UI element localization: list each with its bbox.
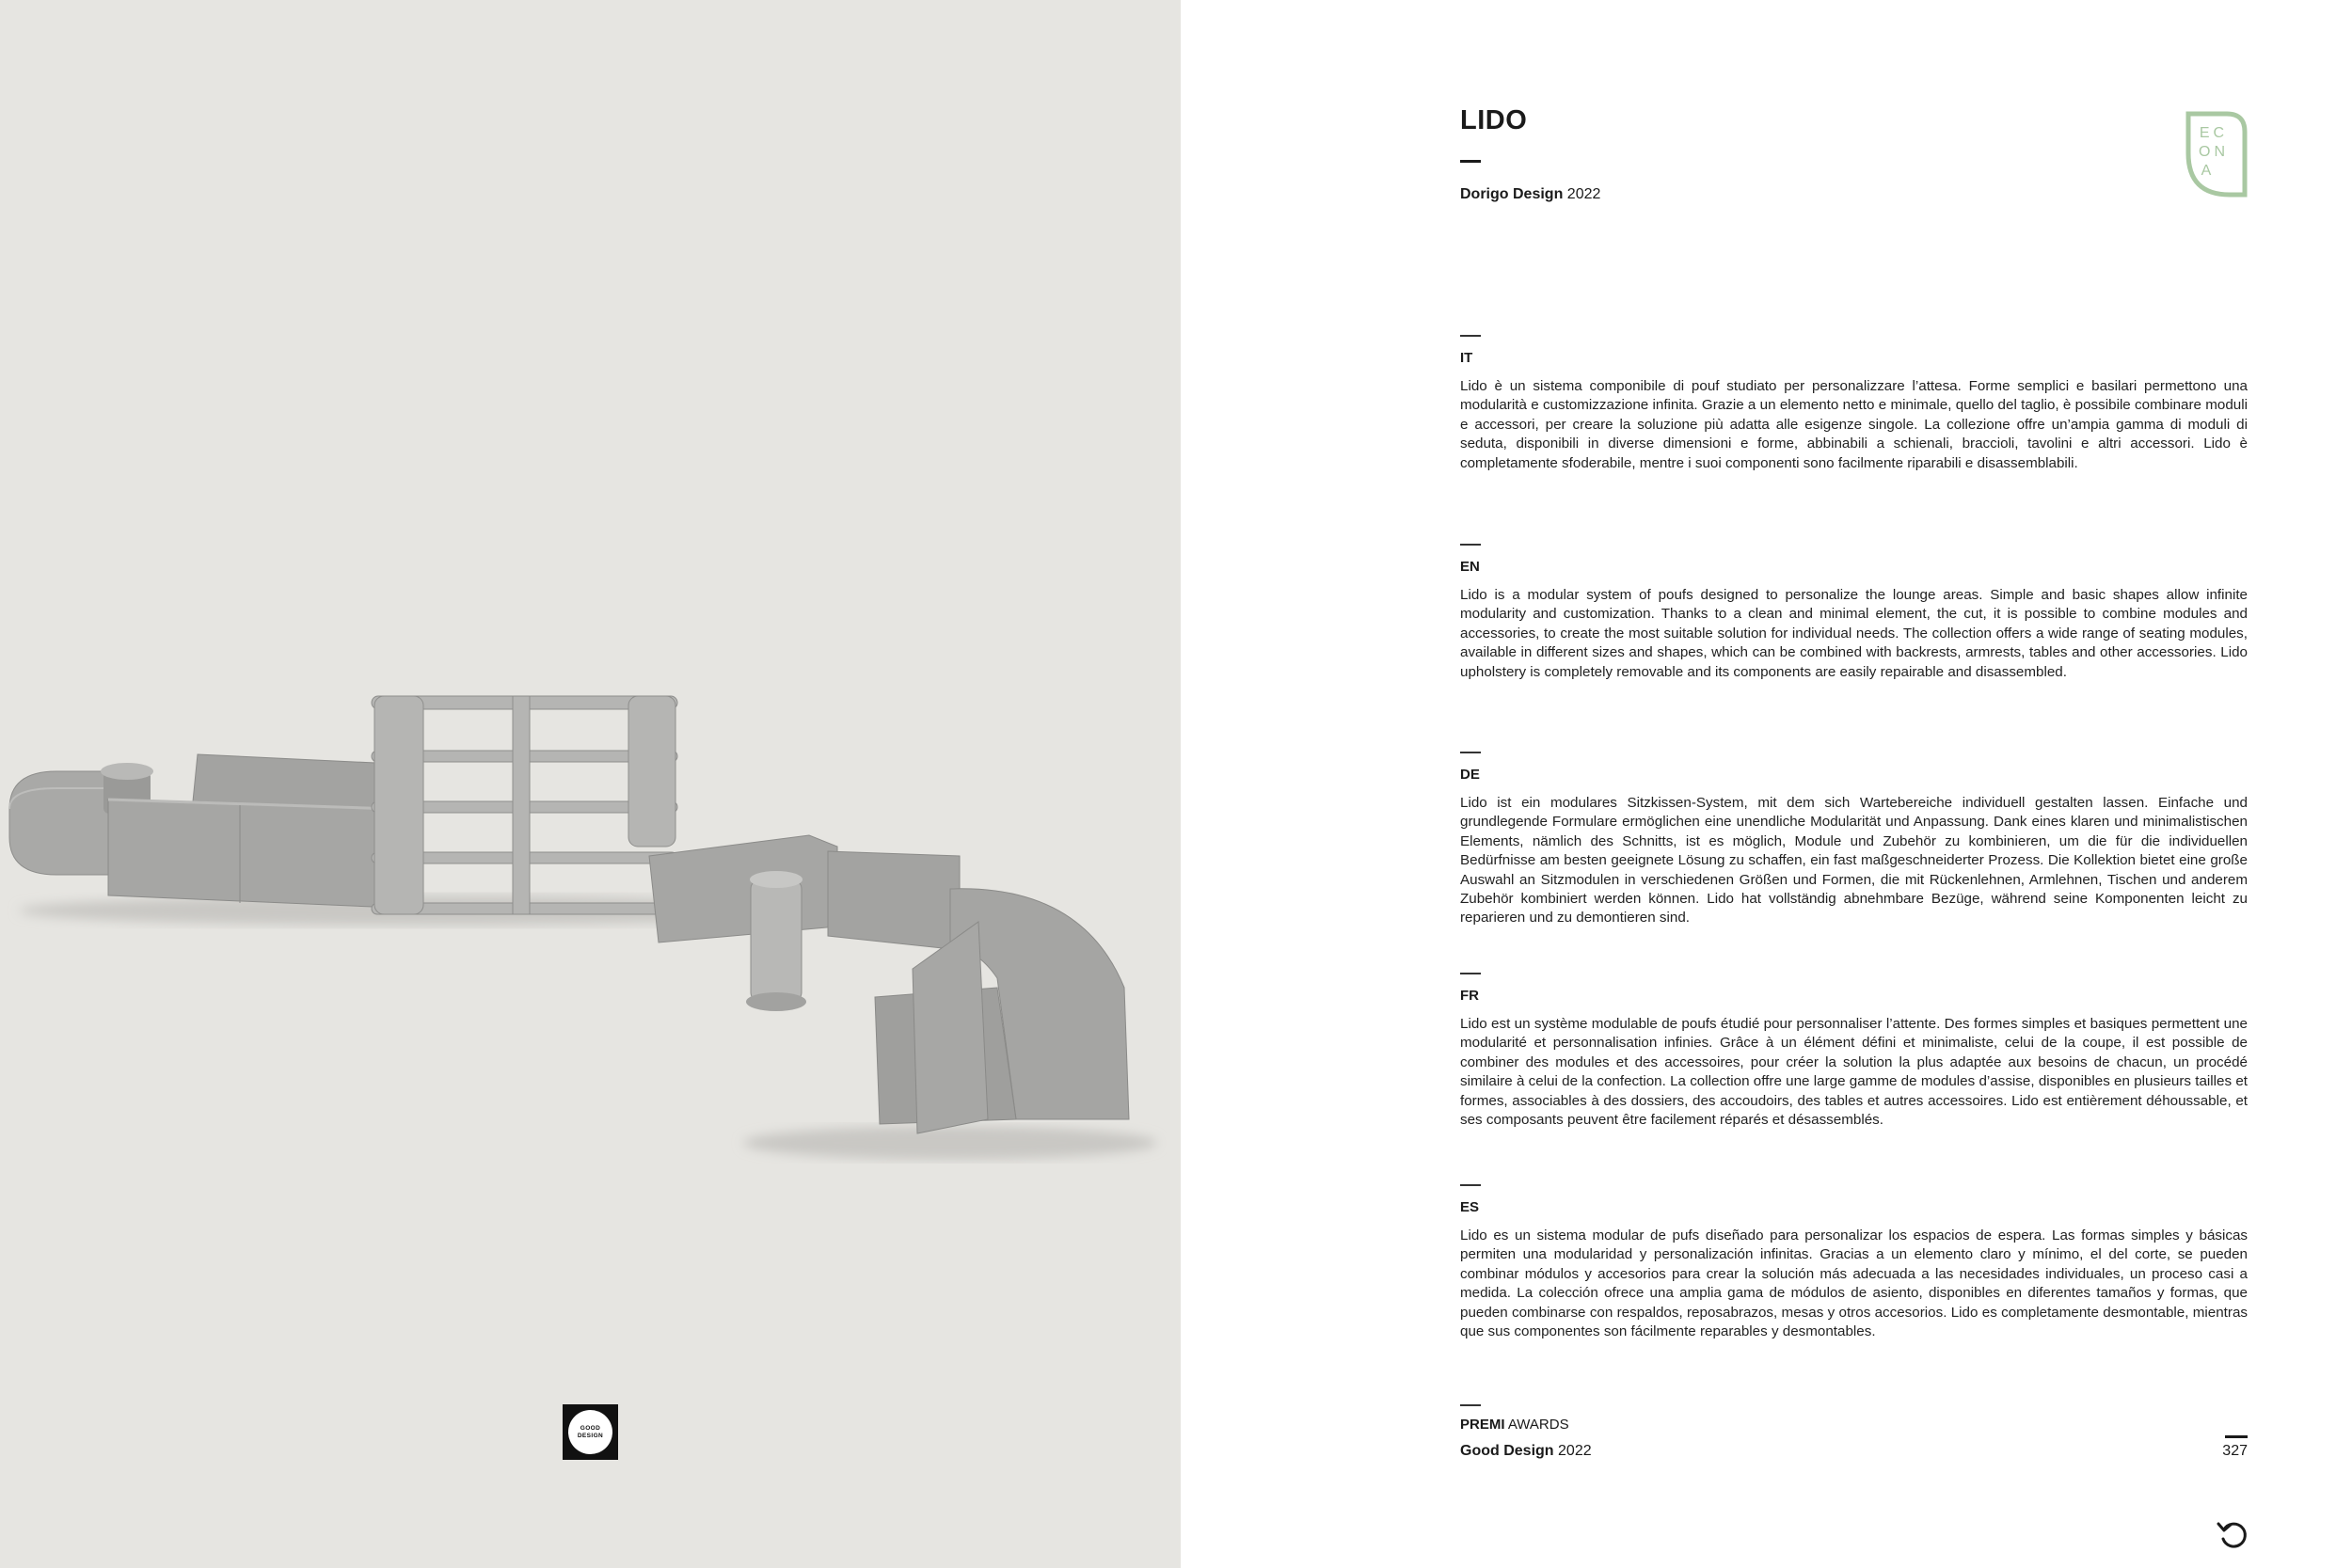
section-rule	[1460, 544, 1481, 546]
page-number: 327	[2222, 1443, 2248, 1459]
section-rule	[1460, 335, 1481, 337]
section-es	[1460, 1184, 2248, 1341]
badge-line1: GOOD	[580, 1424, 601, 1432]
awards-label	[1460, 1417, 1569, 1433]
award-name: Good Design	[1460, 1443, 1554, 1459]
designer-brand: Dorigo Design	[1460, 186, 1564, 202]
econa-logo-icon	[2185, 111, 2248, 198]
right-page	[1181, 0, 2352, 1568]
section-en	[1460, 544, 2248, 682]
section-body: Lido ist ein modulares Sitzkissen-System, mit dem sich Wartebereiche individuell gestalten lassen. Einfache und grundlegende Formulare ermöglichen eine unendliche Modularität und Anpassung. Dank eines klaren und minimalistischen Elements, nämlich des Schnitts, ist es möglich, Module und Zubehör zu kombinieren, um die für die individuellen Bedürfnisse am besten geeignete Lösung zu schaffen, ein fast maßgeschneiderter Prozess. Die Kollektion bietet eine große Auswahl an Sitzmodulen in verschiedenen Größen und Formen, die mit Rückenlehnen, Armlehnen, Tischen und anderem Zubehör kombiniert werden können. Lido hat vollständig abnehmbare Bezüge, während seine Komponenten leicht zu reparieren und zu demontieren sind.	[1460, 795, 2248, 927]
section-it	[1460, 335, 2248, 473]
logo-letters-mid: ON	[2199, 144, 2229, 160]
good-design-badge	[563, 1404, 618, 1460]
award-year: 2022	[1558, 1443, 1592, 1459]
designer-line	[1460, 186, 1600, 203]
awards-label-bold: PREMI	[1460, 1417, 1505, 1433]
section-rule	[1460, 752, 1481, 753]
badge-line2: DESIGN	[577, 1432, 604, 1439]
product-image	[0, 677, 1167, 1204]
section-lang: IT	[1460, 350, 1473, 366]
title-rule	[1460, 160, 1481, 163]
section-body: Lido è un sistema componibile di pouf studiato per personalizzare l’attesa. Forme semplici e basilari permettono una modularità e customizzazione infinita. Grazie a un elemento netto e minimale, quello del taglio, è possibile combinare moduli e accessori, per creare la soluzione più adatta alle esigenze singole. La collezione offre un’ampia gamma di moduli di seduta, disponibili in diverse dimensioni e forme, abbinabili a schienali, braccioli, tavolini e altri accessori. Lido è completamente sfoderabile, mentre i suoi componenti sono facilmente riparabili e disassemblabili.	[1460, 378, 2248, 471]
section-lang: DE	[1460, 767, 1480, 783]
section-body: Lido est un système modulable de poufs étudié pour personnaliser l’attente. Des formes simples et basiques permettent une modularité et personnalisation infinies. Grâce à un élément défini et minimaliste, celui de la coupe, il est possible de combiner des modules et des accessoires, pour créer la solution la plus adaptée aux besoins de chacun, un procédé similaire à celui de la confection. La collection offre une large gamme de modules d’assise, disponibles en plusieurs tailles et formes, associables à des dossiers, des accoudoirs, des tables et autres accessoires. Lido est entièrement déhoussable, et ses composants peuvent être facilement réparés et désassemblés.	[1460, 1016, 2248, 1129]
awards-rule	[1460, 1404, 1481, 1406]
section-rule	[1460, 973, 1481, 974]
section-rule	[1460, 1184, 1481, 1186]
section-body: Lido is a modular system of poufs designed to personalize the lounge areas. Simple and basic shapes allow infinite modularity and customization. Thanks to a clean and minimal element, the cut, it is possible to combine modules and accessories, to create the most suitable solution for individual needs. The collection offers a wide range of seating modules, available in different sizes and shapes, which can be combined with backrests, armrests, tables and other accessories. Lido upholstery is completely removable and its components are easily repairable and disassembled.	[1460, 587, 2248, 680]
logo-letters-bottom: A	[2201, 163, 2212, 179]
good-design-badge-circle	[568, 1410, 612, 1454]
awards-item	[1460, 1443, 1592, 1460]
section-body: Lido es un sistema modular de pufs diseñado para personalizar los espacios de espera. Las formas simples y básicas permiten una modularidad y personalización infinitas. Gracias a un elemento claro y mínimo, el del corte, se pueden combinar módulos y accesorios para crear la solución más adecuada a las necesidades individuales, un proceso casi a medida. La colección ofrece una amplia gama de módulos de asiento, disponibles en diferentes tamaños y formas, que pueden combinarse con respaldos, reposabrazos, mesas y otros accesorios. Lido es completamente desmontable, mientras que sus componentes son fácilmente reparables y desmontables.	[1460, 1227, 2248, 1340]
awards-label-rest: AWARDS	[1507, 1417, 1569, 1433]
section-de	[1460, 752, 2248, 928]
product-title: LIDO	[1460, 105, 1528, 135]
section-lang: ES	[1460, 1199, 1480, 1215]
undo-icon[interactable]	[2216, 1516, 2251, 1552]
section-fr	[1460, 973, 2248, 1130]
page-number-rule	[2225, 1435, 2248, 1438]
section-lang: EN	[1460, 559, 1480, 575]
logo-letters-top: EC	[2199, 125, 2229, 141]
section-lang: FR	[1460, 988, 1479, 1004]
designer-year: 2022	[1566, 186, 1601, 202]
